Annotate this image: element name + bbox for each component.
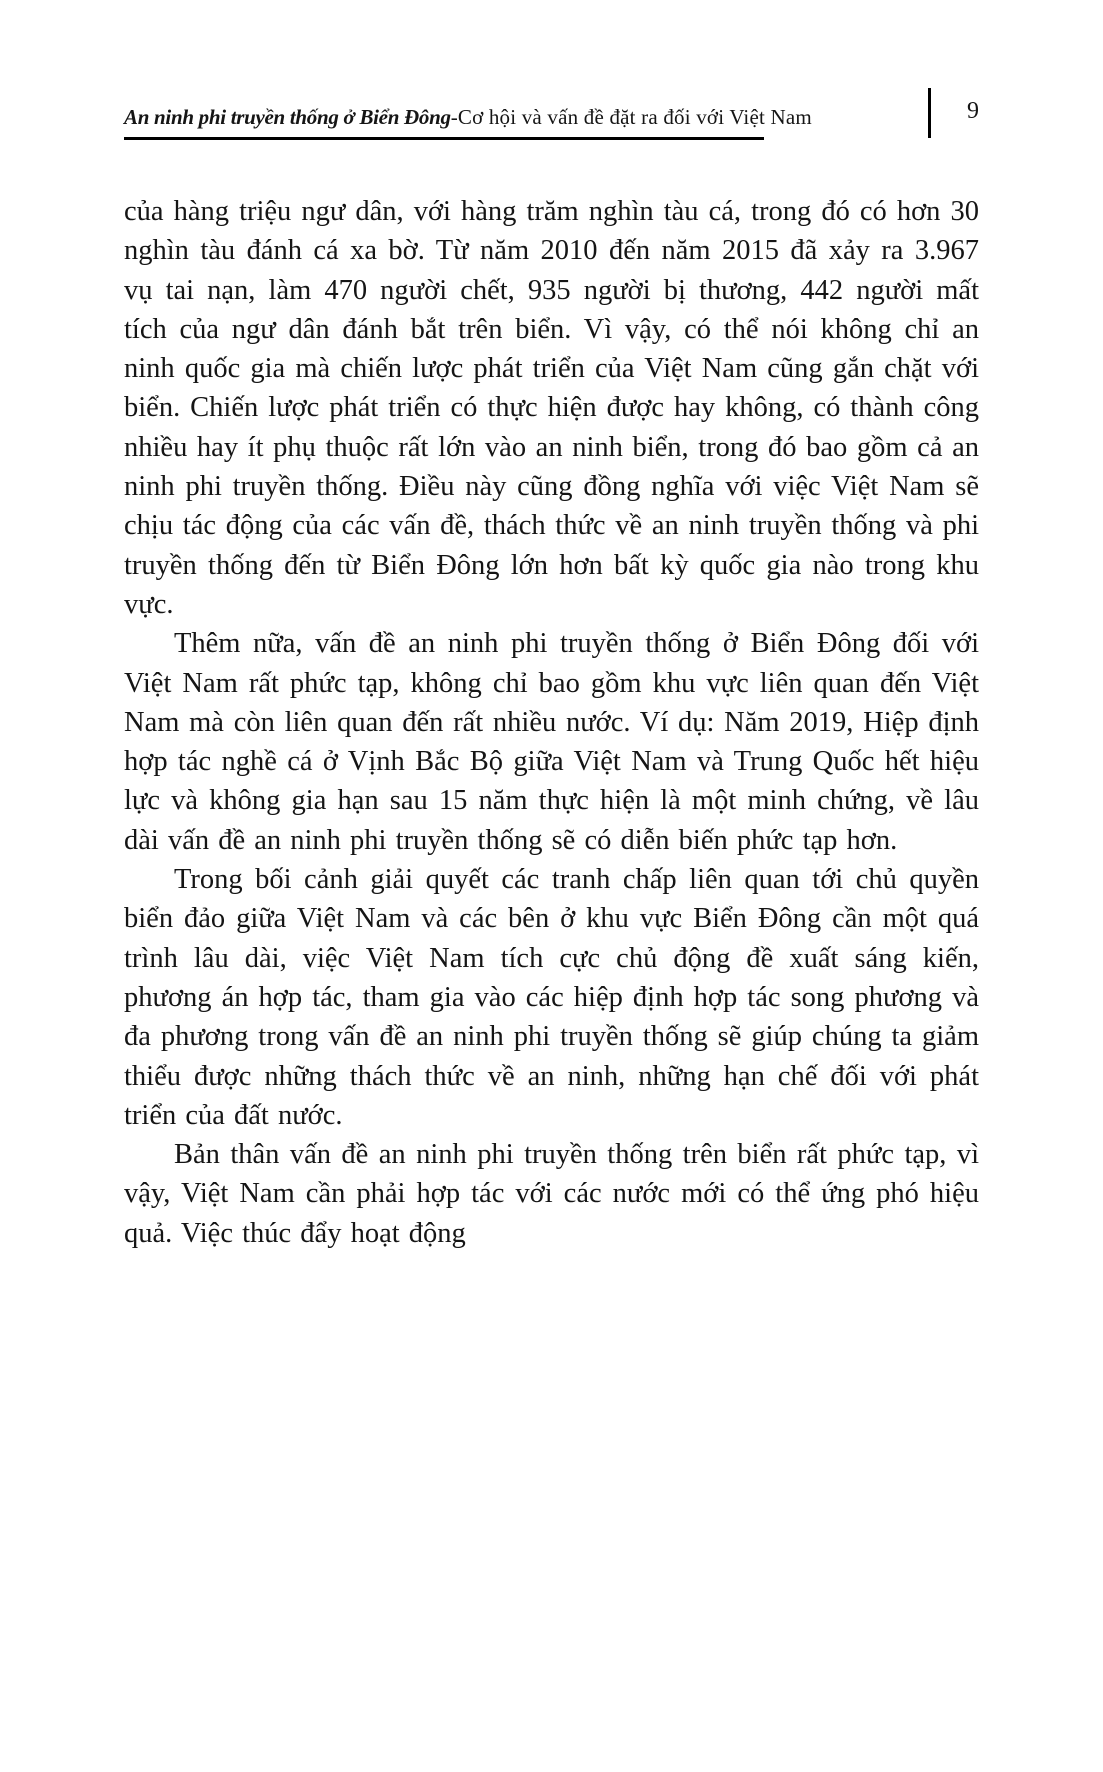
header-spacer bbox=[764, 88, 928, 140]
body-text bbox=[124, 192, 979, 1253]
paragraph-1: của hàng triệu ngư dân, với hàng trăm nghìn tàu cá, trong đó có hơn 30 nghìn tàu đánh cá xa bờ. Từ năm 2010 đến năm 2015 đã xảy ra 3.967 vụ tai nạn, làm 470 người chết, 935 người bị thương, 442 người mất tích của ngư dân đánh bắt trên biển. Vì vậy, có thể nói không chỉ an ninh quốc gia mà chiến lược phát triển của Việt Nam cũng gắn chặt với biển. Chiến lược phát triển có thực hiện được hay không, có thành công nhiều hay ít phụ thuộc rất lớn vào an ninh biển, trong đó bao gồm cả an ninh phi truyền thống. Điều này cũng đồng nghĩa với việc Việt Nam sẽ chịu tác động của các vấn đề, thách thức về an ninh truyền thống và phi truyền thống đến từ Biển Đông lớn hơn bất kỳ quốc gia nào trong khu vực. bbox=[124, 196, 979, 620]
paragraph-2: Thêm nữa, vấn đề an ninh phi truyền thống ở Biển Đông đối với Việt Nam rất phức tạp, không chỉ bao gồm khu vực liên quan đến Việt Nam mà còn liên quan đến rất nhiều nước. Ví dụ: Năm 2019, Hiệp định hợp tác nghề cá ở Vịnh Bắc Bộ giữa Việt Nam và Trung Quốc hết hiệu lực và không gia hạn sau 15 năm thực hiện là một minh chứng, về lâu dài vấn đề an ninh phi truyền thống sẽ có diễn biến phức tạp hơn. bbox=[124, 628, 979, 856]
running-title bbox=[124, 88, 812, 140]
running-title-bold: An ninh phi truyền thống ở Biển Đông bbox=[124, 104, 451, 129]
paragraph-3: Trong bối cảnh giải quyết các tranh chấp liên quan tới chủ quyền biển đảo giữa Việt Nam và các bên ở khu vực Biển Đông cần một quá trình lâu dài, việc Việt Nam tích cực chủ động đề xuất sáng kiến, phương án hợp tác, tham gia vào các hiệp định hợp tác song phương và đa phương trong vấn đề an ninh phi truyền thống sẽ giúp chúng ta giảm thiểu được những thách thức về an ninh, những hạn chế đối với phát triển của đất nước. bbox=[124, 864, 979, 1131]
page-number: 9 bbox=[967, 97, 979, 124]
running-title-separator: - bbox=[450, 104, 458, 129]
header-divider-bar bbox=[928, 88, 931, 138]
page-header bbox=[124, 88, 979, 140]
running-title-regular: Cơ hội và vấn đề đặt ra đối với Việt Nam bbox=[457, 104, 812, 129]
paragraph-4: Bản thân vấn đề an ninh phi truyền thống trên biển rất phức tạp, vì vậy, Việt Nam cần phải hợp tác với các nước mới có thể ứng phó hiệu quả. Việc thúc đẩy hoạt động bbox=[124, 1139, 979, 1249]
